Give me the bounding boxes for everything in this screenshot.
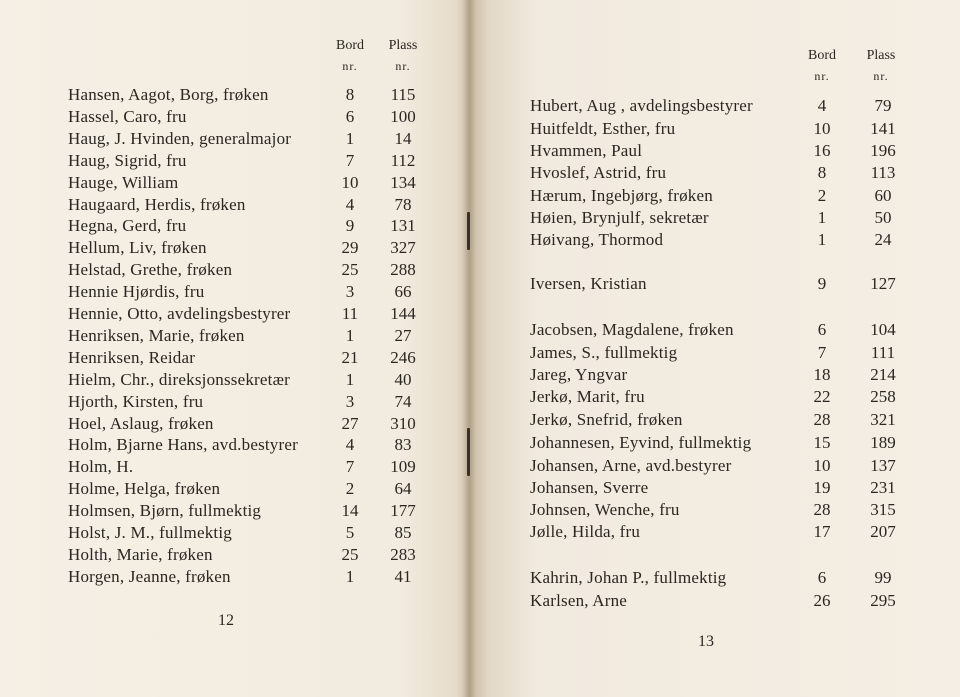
guest-name: Henriksen, Marie, frøken [68, 325, 245, 345]
guest-name: Jerkø, Marit, fru [530, 387, 645, 406]
seat-number: 196 [870, 141, 896, 160]
list-item [530, 567, 950, 589]
list-item [530, 455, 950, 477]
guest-name: Hielm, Chr., direksjonssekretær [68, 369, 290, 389]
table-number: 9 [345, 216, 355, 236]
list-item [68, 413, 458, 435]
table-number: 19 [813, 478, 831, 497]
table-number: 1 [345, 369, 355, 389]
list-item [68, 84, 458, 106]
list-item [530, 386, 950, 408]
table-number: 2 [817, 186, 827, 205]
list-item [530, 432, 950, 454]
table-number: 7 [345, 150, 355, 170]
table-number: 1 [817, 208, 827, 227]
table-number: 1 [345, 325, 355, 345]
page-number: 13 [698, 633, 714, 650]
table-number: 10 [813, 119, 831, 138]
table-number: 11 [341, 304, 359, 323]
table-number: 1 [817, 230, 827, 249]
seat-number: 137 [870, 456, 896, 475]
seat-number: 83 [394, 435, 412, 455]
bord-column-header [800, 46, 844, 86]
list-item [68, 303, 458, 325]
list-item [68, 544, 458, 566]
seat-number: 74 [394, 391, 412, 411]
guest-name: Jerkø, Snefrid, frøken [530, 410, 683, 429]
guest-name: Karlsen, Arne [530, 591, 628, 610]
table-number: 22 [813, 387, 831, 406]
table-number: 28 [813, 410, 831, 429]
list-item [530, 207, 950, 229]
guest-name: Kahrin, Johan P., fullmektig [530, 568, 727, 587]
list-item [68, 215, 458, 237]
guest-name: Hellum, Liv, frøken [68, 238, 207, 258]
seat-number: 78 [394, 194, 412, 214]
seat-number: 288 [390, 260, 416, 280]
seat-number: 79 [874, 96, 892, 115]
plass-header-label: Plass [388, 38, 418, 53]
guest-name: Holth, Marie, frøken [68, 544, 213, 564]
page-number: 12 [218, 612, 234, 629]
table-number: 2 [345, 479, 355, 499]
seat-number: 214 [870, 365, 896, 384]
list-item [530, 521, 950, 543]
seat-number: 99 [874, 568, 892, 587]
list-item [68, 237, 458, 259]
list-item [530, 162, 950, 184]
table-number: 29 [341, 238, 359, 258]
table-number: 10 [341, 172, 359, 192]
seat-number: 231 [870, 478, 896, 497]
bord-header-label: Bord [808, 48, 836, 63]
table-number: 21 [341, 347, 359, 367]
list-item [68, 325, 458, 347]
guest-name: Hauge, William [68, 172, 179, 192]
guest-name: Johnsen, Wenche, fru [530, 500, 680, 519]
list-item [530, 477, 950, 499]
table-number: 6 [817, 568, 827, 587]
list-item [530, 364, 950, 386]
table-number: 5 [345, 523, 355, 542]
list-item [530, 319, 950, 341]
seat-number: 100 [390, 106, 416, 126]
list-item [530, 409, 950, 431]
seat-number: 85 [394, 523, 412, 542]
table-number: 6 [817, 320, 827, 339]
guest-name: Holst, J. M., fullmektig [68, 523, 232, 542]
seat-number: 60 [874, 186, 892, 205]
guest-name: Hærum, Ingebjørg, frøken [530, 186, 713, 205]
list-item [68, 259, 458, 281]
seat-number: 283 [390, 544, 416, 564]
list-item [530, 499, 950, 521]
guest-name: Hegna, Gerd, fru [68, 216, 187, 236]
list-item [68, 281, 458, 303]
guest-name: Helstad, Grethe, frøken [68, 260, 233, 280]
seat-number: 111 [870, 343, 896, 362]
table-number: 6 [345, 106, 355, 126]
guest-name: Jareg, Yngvar [530, 365, 628, 384]
list-item [530, 273, 950, 295]
seat-number: 207 [870, 522, 896, 541]
left-page [68, 0, 458, 697]
list-item [530, 95, 950, 117]
seat-number: 258 [870, 387, 896, 406]
guest-name: Johansen, Sverre [530, 478, 649, 497]
seat-number: 104 [870, 320, 896, 339]
guest-name: Jølle, Hilda, fru [530, 522, 641, 541]
table-number: 25 [341, 260, 359, 280]
seat-number: 27 [394, 325, 412, 345]
staple [467, 428, 470, 476]
seat-number: 64 [394, 479, 412, 499]
list-item [68, 434, 458, 456]
list-item [68, 128, 458, 150]
guest-name: Horgen, Jeanne, frøken [68, 566, 231, 586]
guest-name: Hoel, Aslaug, frøken [68, 413, 214, 433]
seat-number: 41 [394, 566, 412, 586]
guest-name: Holm, Bjarne Hans, avd.bestyrer [68, 435, 298, 455]
seat-number: 24 [874, 230, 892, 249]
guest-name: Hjorth, Kirsten, fru [68, 391, 204, 411]
plass-header-label: Plass [866, 48, 896, 63]
list-item [68, 522, 458, 544]
bord-header-nr: nr. [342, 59, 358, 73]
plass-header-nr: nr. [873, 69, 889, 83]
list-item [68, 347, 458, 369]
table-number: 26 [813, 591, 831, 610]
table-number: 8 [345, 85, 355, 104]
seat-number: 189 [870, 433, 896, 452]
guest-name: Iversen, Kristian [530, 274, 647, 293]
list-item [68, 172, 458, 194]
seat-number: 310 [390, 413, 416, 433]
table-number: 10 [813, 456, 831, 475]
seat-number: 246 [390, 347, 416, 367]
seat-number: 40 [394, 369, 412, 389]
list-item [68, 106, 458, 128]
guest-name: Hassel, Caro, fru [68, 106, 187, 126]
guest-name: Johansen, Arne, avd.bestyrer [530, 456, 732, 475]
table-number: 4 [345, 435, 355, 455]
guest-name: Hennie Hjørdis, fru [68, 282, 205, 302]
guest-name: Johannesen, Eyvind, fullmektig [530, 433, 752, 452]
list-item [68, 369, 458, 391]
list-item [68, 456, 458, 478]
bord-header-label: Bord [336, 38, 364, 53]
list-item [68, 194, 458, 216]
guest-name: Hansen, Aagot, Borg, frøken [68, 85, 269, 104]
list-item [530, 185, 950, 207]
guest-name: Hvammen, Paul [530, 141, 643, 160]
seat-number: 14 [394, 128, 412, 148]
seat-number: 144 [390, 304, 416, 323]
guest-name: Henriksen, Reidar [68, 347, 196, 367]
seat-number: 112 [390, 150, 416, 170]
bord-header-nr: nr. [814, 69, 830, 83]
plass-column-header [856, 46, 906, 86]
table-number: 7 [817, 343, 827, 362]
seat-number: 131 [390, 216, 416, 236]
guest-name: Holmsen, Bjørn, fullmektig [68, 501, 262, 521]
list-item [530, 140, 950, 162]
guest-name: Høien, Brynjulf, sekretær [530, 208, 709, 227]
seat-number: 50 [874, 208, 892, 227]
list-item [68, 150, 458, 172]
staple [467, 212, 470, 250]
table-number: 18 [813, 365, 831, 384]
plass-header-nr: nr. [395, 59, 411, 73]
seat-number: 109 [390, 457, 416, 477]
list-item [68, 391, 458, 413]
table-number: 16 [813, 141, 831, 160]
list-item [68, 566, 458, 588]
seat-number: 315 [870, 500, 896, 519]
guest-name: James, S., fullmektig [530, 343, 678, 362]
table-number: 8 [817, 163, 827, 182]
list-item [68, 478, 458, 500]
right-page [530, 0, 950, 697]
seat-number: 141 [870, 119, 896, 138]
seat-number: 134 [390, 172, 416, 192]
table-number: 4 [345, 194, 355, 214]
table-number: 1 [345, 128, 355, 148]
seat-number: 66 [394, 282, 412, 302]
binding-gutter [462, 0, 476, 697]
seat-number: 295 [870, 591, 896, 610]
table-number: 9 [817, 274, 827, 293]
table-number: 25 [341, 544, 359, 564]
plass-column-header [378, 36, 428, 76]
table-number: 14 [341, 501, 359, 521]
table-number: 7 [345, 457, 355, 477]
list-item [530, 342, 950, 364]
list-item [68, 500, 458, 522]
seat-number: 113 [870, 163, 896, 182]
table-number: 3 [345, 282, 355, 302]
table-number: 28 [813, 500, 831, 519]
seat-number: 115 [390, 85, 416, 104]
table-number: 1 [345, 566, 355, 586]
seat-number: 177 [390, 501, 416, 521]
seat-number: 321 [870, 410, 896, 429]
guest-name: Hvoslef, Astrid, fru [530, 163, 667, 182]
table-number: 3 [345, 391, 355, 411]
table-number: 4 [817, 96, 827, 115]
guest-name: Haug, Sigrid, fru [68, 150, 187, 170]
table-number: 17 [813, 522, 831, 541]
list-item [530, 118, 950, 140]
list-item [530, 229, 950, 251]
guest-name: Hubert, Aug , avdelingsbestyrer [530, 96, 753, 115]
guest-name: Haug, J. Hvinden, generalmajor [68, 128, 292, 148]
guest-name: Haugaard, Herdis, frøken [68, 194, 246, 214]
table-number: 15 [813, 433, 831, 452]
bord-column-header [324, 36, 376, 76]
guest-name: Hennie, Otto, avdelingsbestyrer [68, 304, 291, 323]
guest-name: Huitfeldt, Esther, fru [530, 119, 676, 138]
seat-number: 327 [390, 238, 416, 258]
guest-name: Jacobsen, Magdalene, frøken [530, 320, 734, 339]
seat-number: 127 [870, 274, 896, 293]
list-item [530, 590, 950, 612]
table-number: 27 [341, 413, 359, 433]
guest-name: Høivang, Thormod [530, 230, 664, 249]
guest-name: Holme, Helga, frøken [68, 479, 221, 499]
guest-name: Holm, H. [68, 457, 134, 477]
